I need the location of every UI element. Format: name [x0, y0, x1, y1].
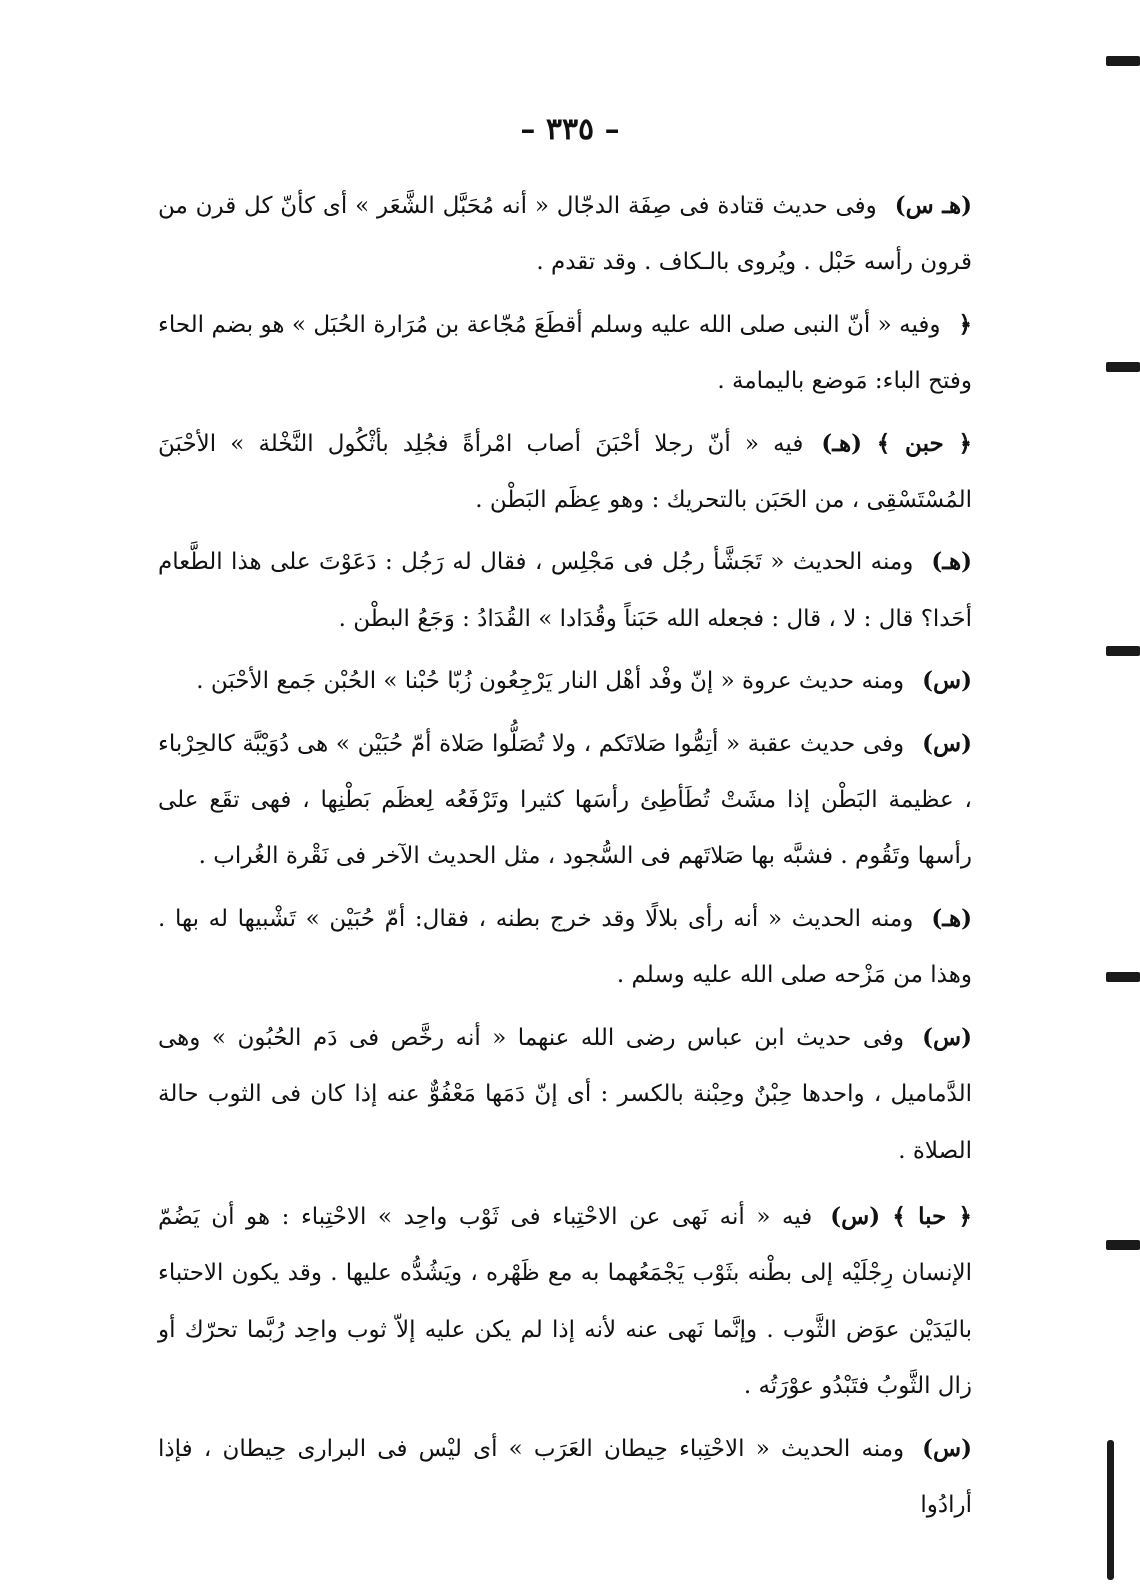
- paragraph-marker: (س): [922, 667, 972, 695]
- paragraph-text: فيه « أنّ رجلا أحْبَنَ أصاب امْرأةً فجُلِد بأثْكُول النَّخْلة » الأحْبَنَ المُسْتَسْقِى ، من الحَبَن بالتحريك : وهو عِظَم البَطْن .: [158, 430, 972, 514]
- paragraph-10: [158, 1421, 972, 1534]
- paragraph-marker: ﴿: [958, 310, 972, 338]
- paragraph-text: ومنه الحديث « الاحْتِباء حِيطان العَرَب » أى ليْس فى البرارى حِيطان ، فإذا أرادُوا: [158, 1435, 972, 1518]
- paragraph-marker: (س): [922, 729, 972, 757]
- paragraph-6: [158, 716, 972, 885]
- scan-edge-mark: [1106, 646, 1140, 656]
- paragraph-text: وفى حديث قتادة فى صِفَة الدجّال « أنه مُحَبَّل الشَّعَر » أى كأنّ كل قرن من قرون رأسه حَبْل . ويُروى بالـكاف . وقد تقدم .: [158, 193, 972, 276]
- paragraph-text: فيه « أنه نَهى عن الاحْتِباء فى ثَوْب واحِد » الاحْتِباء : هو أن يَضُمّ الإنسان رِجْلَيْه إلى بطْنه بثَوْب يَجْمَعُهما به مع ظَهْره ، ويَشُدُّه عليها . وقد يكون الاحتباء باليَدَيْن عوَض الثَّوب . وإنَّما نَهى عنه لأنه إذا لم يكن عليه إلاّ ثوب واحِد رُبَّما تحرّك أو زال الثَّوبُ فتَبْدُو عوْرَتُه .: [158, 1203, 972, 1400]
- paragraph-4: [158, 534, 972, 647]
- paragraph-text: وفى حديث عقبة « أتِمُّوا صَلاتَكم ، ولا تُصَلُّوا صَلاة أمّ حُبَيْن » هى دُوَيْبَّة كالحِرْباء ، عظيمة البَطْن إذا مشَتْ تُطَأطِئ رأسَها كثيرا وتَرْفَعُه لِعظَم بَطْنِها ، فهى تقَع على رأسها وتَقُوم . فشبَّه بها صَلاتَهم فى السُّجود ، مثل الحديث الآخر فى نَقْرة الغُراب .: [158, 730, 972, 870]
- entry-heading: ﴿ حبن ﴾ (هـ): [821, 429, 973, 457]
- scan-edge-mark: [1106, 972, 1140, 982]
- paragraph-text: وفى حديث ابن عباس رضى الله عنهما « أنه رخَّص فى دَم الحُبُون » وهى الدَّماميل ، واحدها حِبْنٌ وحِبْنة بالكسر : أى إنّ دَمَها مَعْفُوٌّ عنه إذا كان فى الثوب حالة الصلاة .: [158, 1024, 972, 1164]
- paragraph-7: [158, 891, 972, 1004]
- paragraph-text: ومنه الحديث « أنه رأى بلالًا وقد خرج بطنه ، فقال: أمّ حُبَيْن » تَشْبيها له بها . وهذا من مَزْحه صلى الله عليه وسلم .: [158, 905, 972, 989]
- entry-hbn: [158, 416, 972, 529]
- paragraph-marker: (هـ): [931, 904, 972, 932]
- paragraph-text: وفيه « أنّ النبى صلى الله عليه وسلم أقطَعَ مُجّاعة بن مُرَارة الحُبَل » هو بضم الحاء وفتح الباء: مَوضع باليمامة .: [158, 311, 972, 395]
- paragraph-marker: (س): [922, 1023, 972, 1051]
- main-text: [158, 178, 972, 1539]
- entry-heading: ﴿ حبا ﴾ (س): [830, 1202, 973, 1230]
- paragraph-marker: (هـ س): [894, 192, 972, 219]
- page-number: – ٣٣٥ –: [520, 112, 620, 147]
- paragraph-5: [158, 653, 972, 709]
- entry-hba: [158, 1189, 972, 1415]
- scan-edge-mark: [1106, 1240, 1140, 1250]
- paragraph-8: [158, 1010, 972, 1179]
- scan-edge-line: [1107, 1440, 1114, 1580]
- paragraph-marker: (س): [922, 1434, 972, 1462]
- scan-edge-mark: [1106, 56, 1140, 66]
- scan-edge-mark: [1106, 362, 1140, 372]
- paragraph-1: [158, 178, 972, 291]
- paragraph-text: ومنه الحديث « تَجَشَّأ رجُل فى مَجْلِس ، فقال له رَجُل : دَعَوْتَ على هذا الطَّعام أحَدا؟ قال : لا ، قال : فجعله الله حَبَناً وقُدَادا » القُدَادُ : وَجَعُ البطْن .: [158, 549, 972, 632]
- paragraph-text: ومنه حديث عروة « إنّ وفْد أهْل النار يَرْجِعُون زُبّا حُبْنا » الحُبْن جَمع الأحْبَن .: [196, 668, 905, 695]
- paragraph-2: [158, 297, 972, 410]
- paragraph-marker: (هـ): [931, 548, 972, 576]
